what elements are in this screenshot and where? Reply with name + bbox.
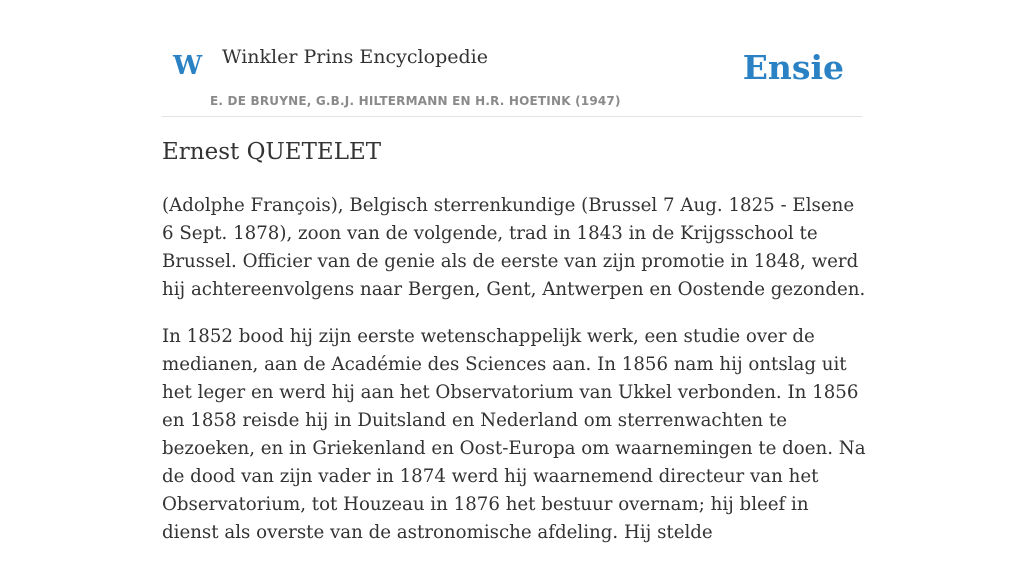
article-paragraph: (Adolphe François), Belgisch sterrenkundige (Brussel 7 Aug. 1825 - Elsene 6 Sept. 1878), zoon van de volgende, trad in 1843 in de Krijgsschool te Brussel. Officier van de genie als de eerste van zijn promotie in 1848, werd hij achtereenvolgens naar Bergen, Gent, Antwerpen en Oostende gezonden. — [162, 195, 866, 300]
article-body — [162, 192, 868, 566]
ensie-logo[interactable]: Ensie — [742, 48, 844, 87]
source-header — [162, 36, 862, 117]
winkler-prins-logo[interactable]: W — [173, 51, 203, 81]
source-title[interactable]: Winkler Prins Encyclopedie — [222, 46, 488, 68]
source-authors: E. DE BRUYNE, G.B.J. HILTERMANN EN H.R. HOETINK (1947) — [210, 94, 621, 108]
article-paragraph: In 1852 bood hij zijn eerste wetenschappelijk werk, een studie over de medianen, aan de Académie des Sciences aan. In 1856 nam hij ontslag uit het leger en werd hij aan het Observatorium van Ukkel verbonden. In 1856 en 1858 reisde hij in Duitsland en Nederland om sterrenwachten te bezoeken, en in Griekenland en Oost-Europa om waarnemingen te doen. Na de dood van zijn vader in 1874 werd hij waarnemend directeur van het Observatorium, tot Houzeau in 1876 het bestuur overnam; hij bleef in dienst als overste van de astronomische afdeling. Hij stelde — [162, 326, 866, 543]
article-title: Ernest QUETELET — [162, 139, 382, 165]
